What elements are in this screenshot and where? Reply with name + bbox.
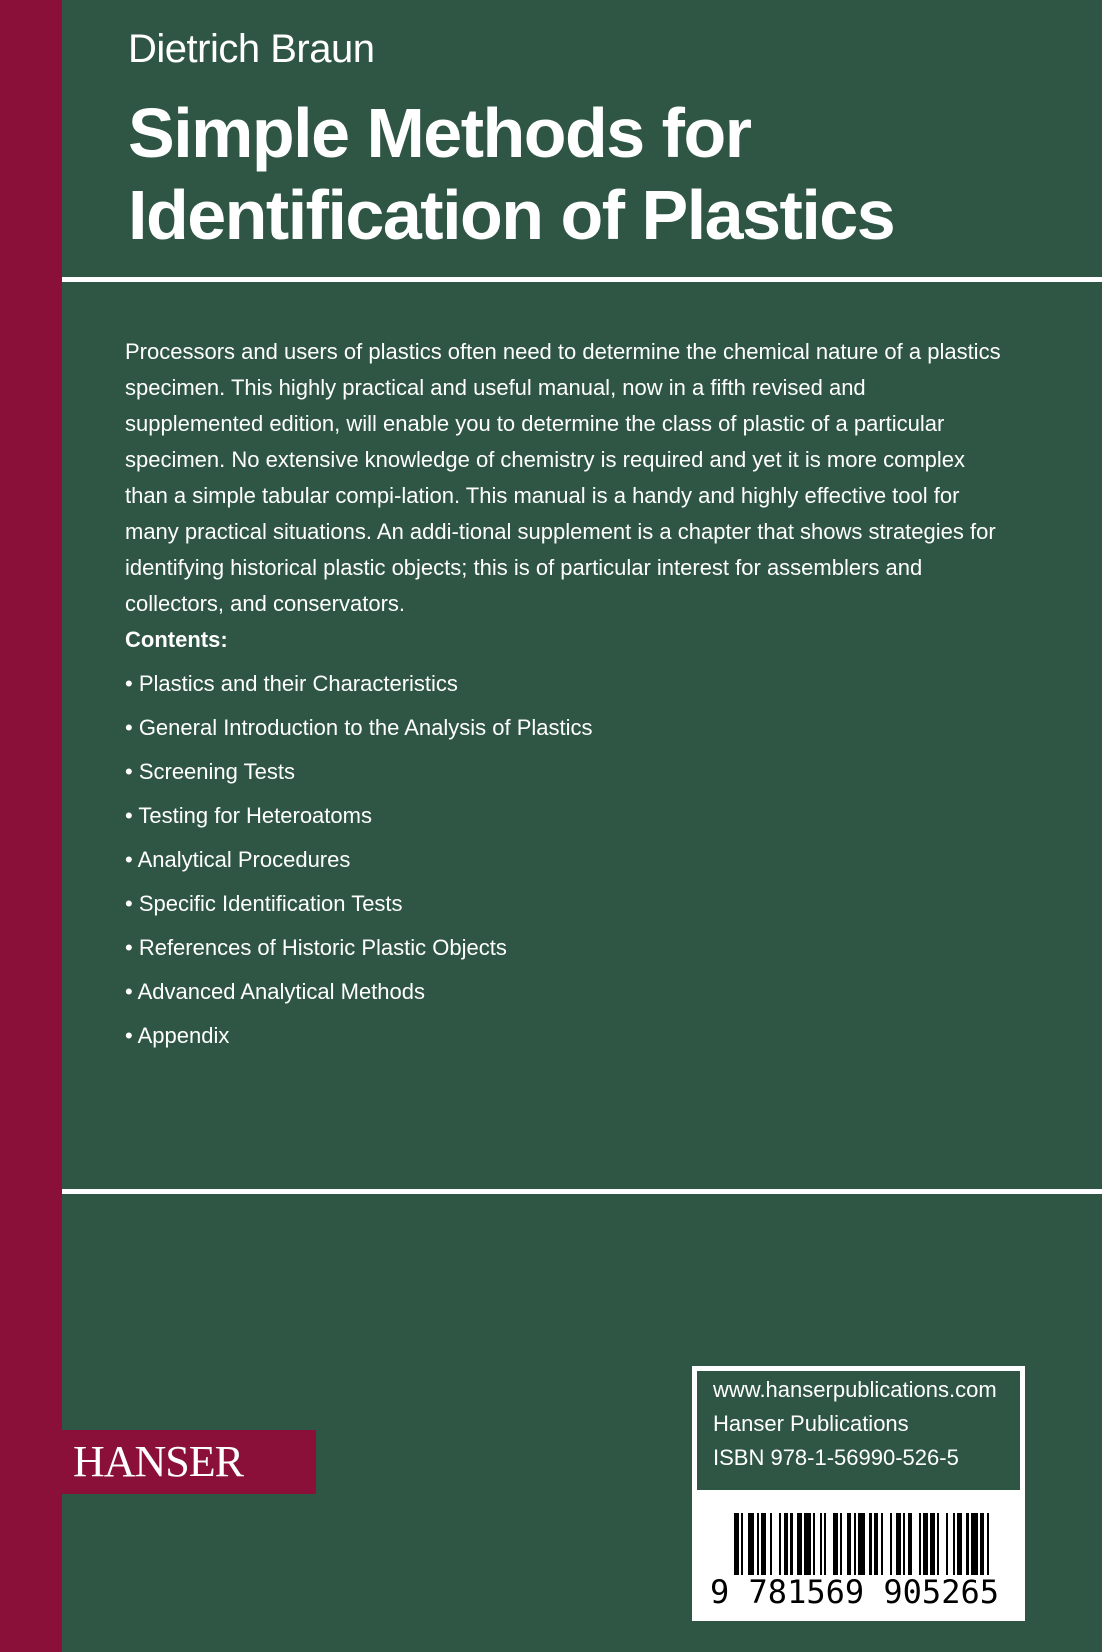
bottom-divider <box>62 1189 1102 1194</box>
barcode-bar <box>989 1513 994 1575</box>
contents-item: • General Introduction to the Analysis of Plastics <box>125 715 593 740</box>
barcode-bar <box>772 1513 779 1575</box>
book-title-line-2: Identification of Plastics <box>128 176 895 254</box>
publisher-band <box>0 1430 316 1494</box>
contents-item: • Plastics and their Characteristics <box>125 671 458 696</box>
contents-item: • Specific Identification Tests <box>125 891 403 916</box>
top-divider <box>62 277 1102 282</box>
barcode-bar <box>748 1513 755 1575</box>
contents-list <box>125 668 593 1064</box>
description-paragraph: Processors and users of plastics often need to determine the chemical nature of a plastics specimen. This highly practical and useful manual, now in a fifth revised and supplemented edition, will enable you to determine the class of plastic of a particular specimen. No extensive knowledge of chemistry is required and yet it is more complex than a simple tabular compi-lation. This manual is a handy and highly effective tool for many practical situations. An addi-tional supplement is a chapter that shows strategies for identifying historical plastic objects; this is of particular interest for assemblers and collectors, and conservators. <box>125 339 1001 616</box>
contents-heading: Contents: <box>125 627 228 652</box>
contents-item: • References of Historic Plastic Objects <box>125 935 507 960</box>
contents-item: • Testing for Heteroatoms <box>125 803 372 828</box>
hanser-logo: HANSER <box>72 1437 244 1486</box>
publisher-info-panel <box>697 1371 1020 1490</box>
barcode-bar <box>939 1513 946 1575</box>
publisher-url: www.hanserpublications.com <box>713 1377 997 1402</box>
contents-item: • Advanced Analytical Methods <box>125 979 425 1004</box>
author-name: Dietrich Braun <box>128 27 375 71</box>
isbn: ISBN 978-1-56990-526-5 <box>713 1445 959 1470</box>
book-title-line-1: Simple Methods for <box>128 94 751 172</box>
barcode-digits: 9 781569 905265 <box>710 1573 999 1611</box>
spine-stripe <box>0 0 62 1652</box>
contents-item: • Appendix <box>125 1023 230 1048</box>
barcode-bar <box>971 1513 978 1575</box>
publisher-info-box <box>692 1366 1025 1621</box>
contents-item: • Screening Tests <box>125 759 295 784</box>
barcode-bar <box>858 1513 865 1575</box>
barcode-bar <box>826 1513 833 1575</box>
barcode-bar <box>912 1513 919 1575</box>
barcode-icon <box>734 1513 994 1575</box>
barcode-bar <box>804 1513 811 1575</box>
book-title <box>128 92 894 256</box>
contents-item: • Analytical Procedures <box>125 847 351 872</box>
publisher-name: Hanser Publications <box>713 1411 909 1436</box>
barcode-bar <box>883 1513 890 1575</box>
